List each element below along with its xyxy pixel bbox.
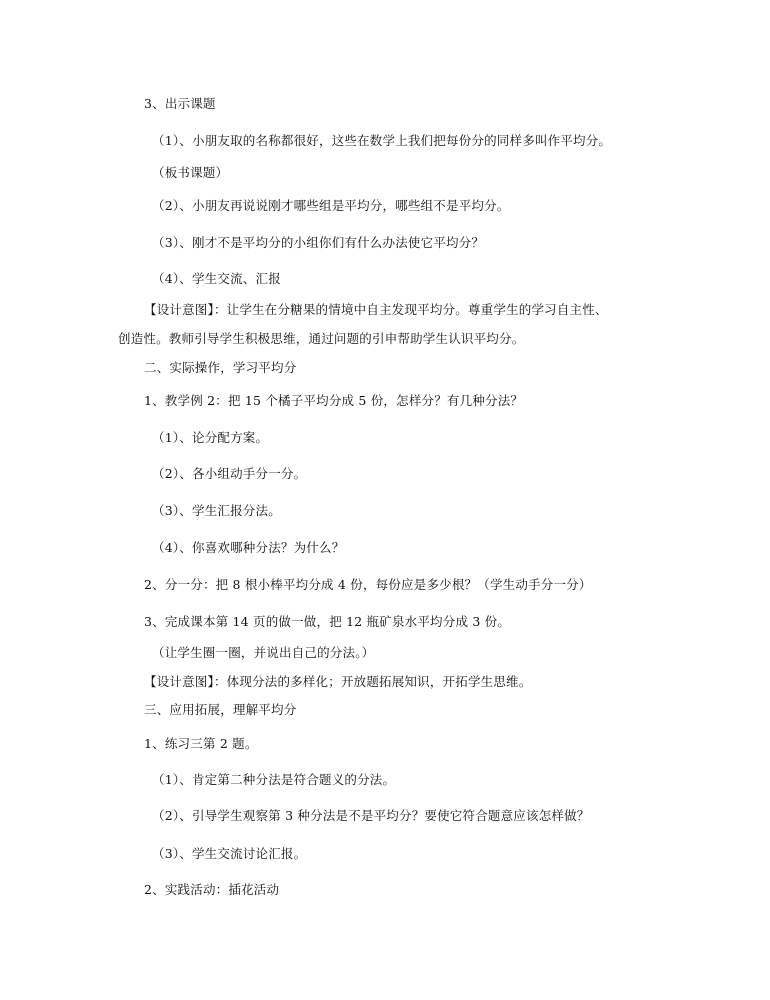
- design-intent-line: 【设计意图】：让学生在分糖果的情境中自主发现平均分。尊重学生的学习自主性、: [144, 302, 608, 317]
- paragraph-line: （3）、刚才不是平均分的小组你们有什么办法使它平均分？: [152, 235, 485, 250]
- paragraph-line: （1）、论分配方案。: [152, 430, 269, 445]
- paragraph-line: （1）、小朋友取的名称都很好，这些在数学上我们把每份分的同样多叫作平均分。: [152, 133, 612, 148]
- paragraph-line: （4）、你喜欢哪种分法？为什么？: [152, 540, 345, 555]
- paragraph-line: （1）、肯定第二种分法是符合题义的分法。: [152, 772, 396, 787]
- heading-3-show-topic: 3、出示课题: [144, 96, 216, 111]
- section-heading-3: 三、应用拓展，理解平均分: [144, 702, 297, 717]
- paragraph-line: （2）、引导学生观察第 3 种分法是不是平均分？要使它符合题意应该怎样做？: [152, 808, 590, 823]
- paragraph-line: （2）、各小组动手分一分。: [152, 466, 307, 481]
- paragraph-line: （3）、学生汇报分法。: [152, 503, 281, 518]
- exercise-line: 3、完成课本第 14 页的做一做，把 12 瓶矿泉水平均分成 3 份。: [144, 614, 511, 629]
- paragraph-line: （4）、学生交流、汇报: [152, 271, 281, 286]
- exercise-line: 2、分一分：把 8 根小棒平均分成 4 份，每份应是多少根？（学生动手分一分）: [144, 577, 592, 592]
- activity-line: 2、实践活动：插花活动: [144, 882, 280, 897]
- design-intent-line: 【设计意图】：体现分法的多样化；开放题拓展知识，开拓学生思维。: [144, 674, 532, 689]
- paragraph-line: （让学生圈一圈，并说出自己的分法。）: [152, 645, 375, 660]
- paragraph-line: （板书课题）: [152, 165, 229, 180]
- design-intent-continuation: 创造性。教师引导学生积极思维，通过问题的引申帮助学生认识平均分。: [118, 331, 525, 346]
- exercise-line: 1、练习三第 2 题。: [144, 736, 258, 751]
- paragraph-line: （3）、学生交流讨论汇报。: [152, 846, 307, 861]
- example-line: 1、教学例 2：把 15 个橘子平均分成 5 份，怎样分？有几种分法？: [144, 393, 524, 408]
- section-heading-2: 二、实际操作，学习平均分: [144, 360, 297, 375]
- paragraph-line: （2）、小朋友再说说刚才哪些组是平均分，哪些组不是平均分。: [152, 198, 510, 213]
